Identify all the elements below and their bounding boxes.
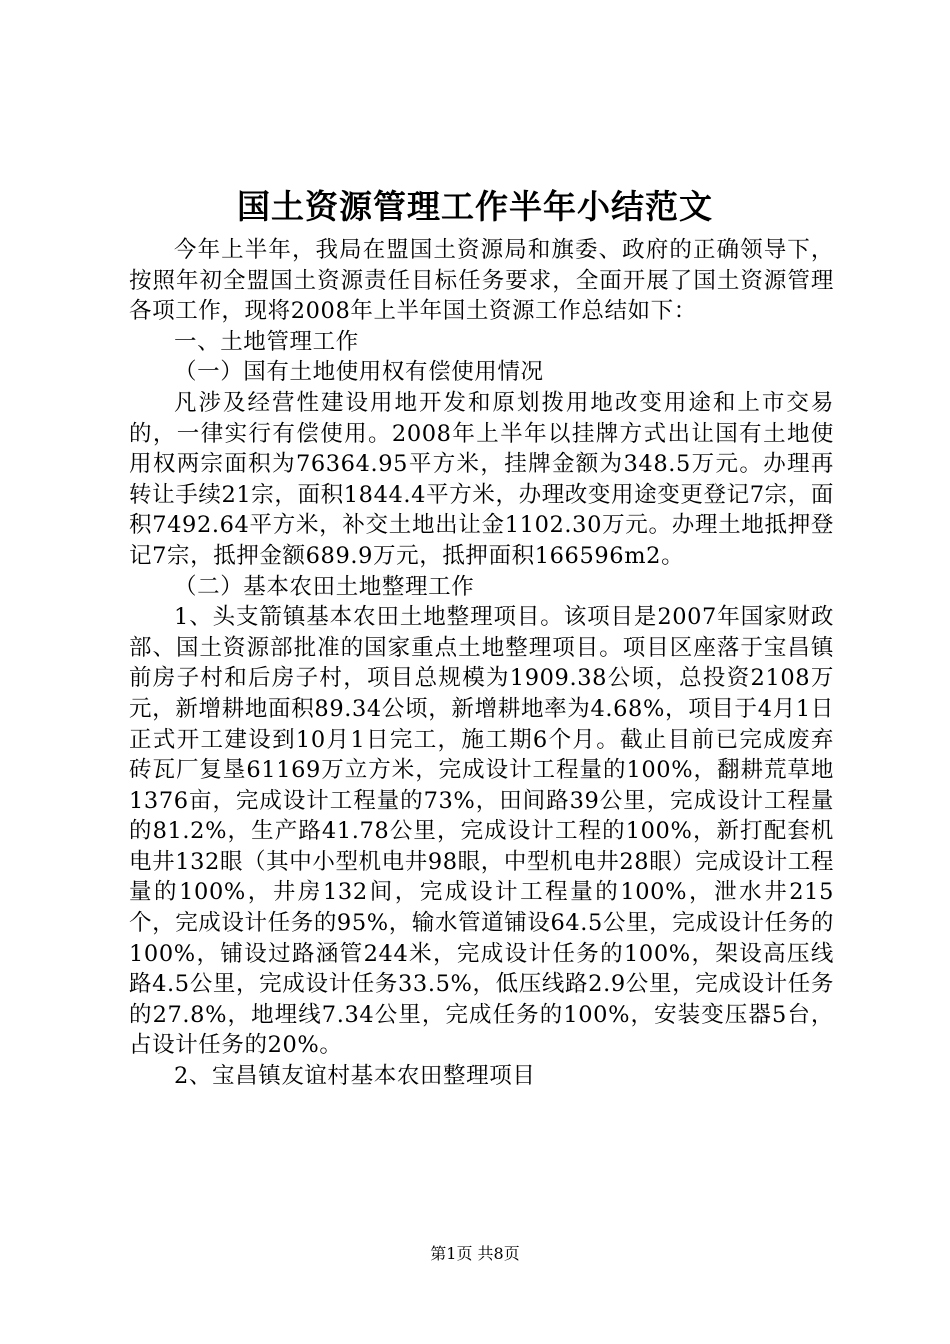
section-heading-land-management: 一、土地管理工作 <box>174 328 359 355</box>
paid-use-paragraph: 凡涉及经营性建设用地开发和原划拨用地改变用途和上市交易的，一律实行有偿使用。2008年上半年以挂牌方式出让国有土地使用权两宗面积为76364.95平方米，挂牌金额为348.5万元。办理再转让手续21宗，面积1844.4平方米，办理改变用途变更登记7宗，面积7492.64平方米，补交土地出让金1102.30万元。办理土地抵押登记7宗，抵押金额689.9万元，抵押面积166596m2。 <box>129 389 834 569</box>
page-footer: 第1页 共8页 <box>430 1244 520 1263</box>
subsection-heading-farmland: （二）基本农田土地整理工作 <box>174 573 475 600</box>
document-title: 国土资源管理工作半年小结范文 <box>237 187 713 226</box>
farmland-project-1-paragraph: 1、头支箭镇基本农田土地整理项目。该项目是2007年国家财政部、国土资源部批准的国家重点土地整理项目。项目区座落于宝昌镇前房子村和后房子村，项目总规模为1909.38公顷，总投资2108万元，新增耕地面积89.34公顷，新增耕地率为4.68%，项目于4月1日正式开工建设到10月1日完工，施工期6个月。截止目前已完成废弃砖瓦厂复垦61169万立方米，完成设计工程量的100%，翻耕荒草地1376亩，完成设计工程量的73%，田间路39公里，完成设计工程量的81.2%，生产路41.78公里，完成设计工程的100%，新打配套机电井132眼（其中小型机电井98眼，中型机电井28眼）完成设计工程量的100%，井房132间，完成设计工程量的100%，泄水井215个，完成设计任务的95%，输水管道铺设64.5公里，完成设计任务的100%，铺设过路涵管244米，完成设计任务的100%，架设高压线路4.5公里，完成设计任务33.5%，低压线路2.9公里，完成设计任务的27.8%，地埋线7.34公里，完成任务的100%，安装变压器5台，占设计任务的20%。 <box>129 604 835 1059</box>
farmland-project-2-heading: 2、宝昌镇友谊村基本农田整理项目 <box>174 1063 536 1090</box>
subsection-heading-paid-use: （一）国有土地使用权有偿使用情况 <box>174 359 544 386</box>
intro-paragraph: 今年上半年，我局在盟国土资源局和旗委、政府的正确领导下，按照年初全盟国土资源责任目标任务要求，全面开展了国土资源管理各项工作，现将2008年上半年国土资源工作总结如下： <box>129 237 834 325</box>
document-body <box>129 235 834 1092</box>
